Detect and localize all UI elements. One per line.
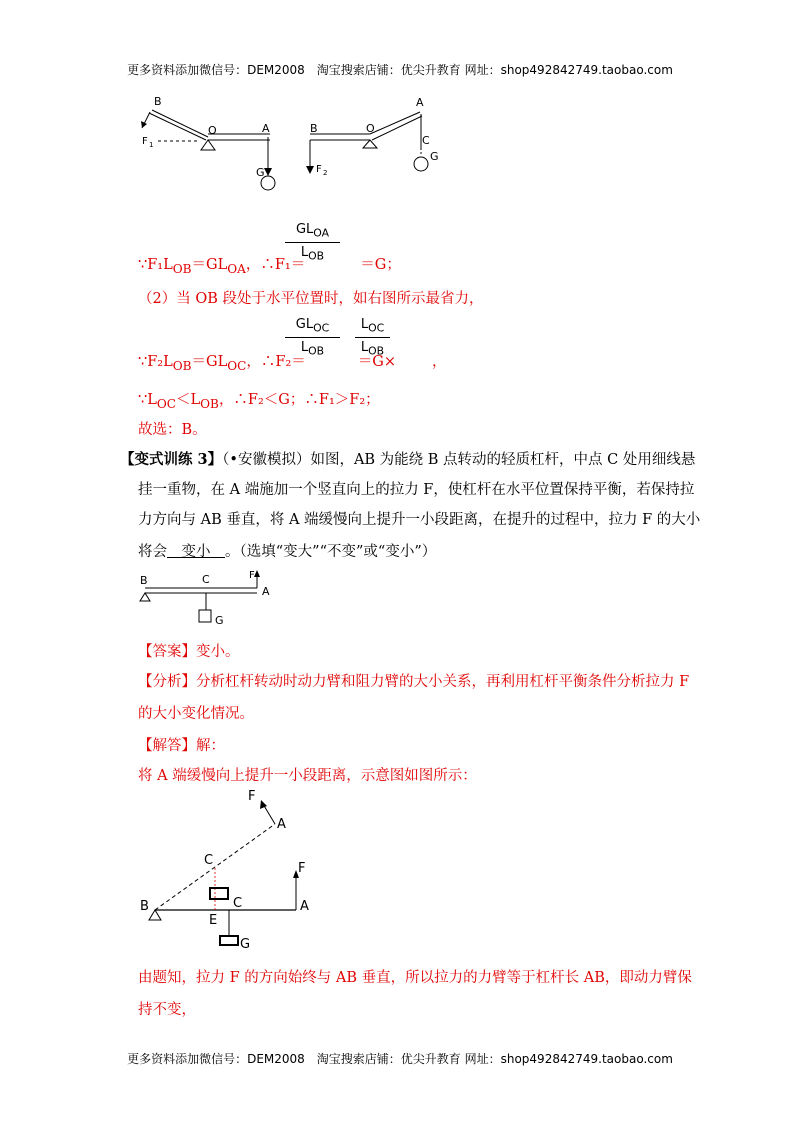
svg-text:O: O <box>208 124 217 137</box>
fraction-gloa-lob: $GL_{OA}$ $L_{OB}$ <box>285 222 340 262</box>
svg-text:C: C <box>422 134 430 147</box>
answer-choice-line: 故选：B。 <box>138 422 207 438</box>
svg-text:1: 1 <box>149 141 154 149</box>
equation-line-1: $\because F_1L_{OB}=GL_{OA}$，∴F₁＝ ＝G； <box>138 257 401 276</box>
problem-tag: 【变式训练 3】 <box>120 451 223 468</box>
svg-text:G: G <box>215 614 224 627</box>
svg-text:2: 2 <box>323 169 328 177</box>
answer-blank: 变小 <box>167 544 225 560</box>
svg-text:F: F <box>316 164 322 175</box>
svg-text:O: O <box>366 122 375 135</box>
solution-line-1: 将 A 端缓慢向上提升一小段距离，示意图如图所示： <box>138 768 477 784</box>
svg-text:B: B <box>140 574 148 587</box>
svg-text:A: A <box>277 817 286 832</box>
horizontal-lever-diagram <box>135 568 285 633</box>
problem-line-2: 挂一重物，在 A 端施加一个竖直向上的拉力 F，使杠杆在水平位置保持平衡，若保持拉 <box>138 482 695 498</box>
page-footer: 更多资料添加微信号：DEM2008 淘宝搜索店铺：优尖升教育 网址：shop492842749.taobao.com <box>127 1052 673 1066</box>
svg-text:G: G <box>256 166 265 179</box>
svg-text:B: B <box>310 122 318 135</box>
svg-text:F: F <box>249 570 255 581</box>
svg-text:B: B <box>140 899 149 914</box>
problem-line-3: 力方向与 AB 垂直，将 A 端缓慢向上提升一小段距离，在提升的过程中，拉力 F 的大小 <box>138 512 701 528</box>
svg-text:F: F <box>248 789 256 804</box>
inequality-line-4: $\because L_{OC}<L_{OB}$，∴F₂＜G；∴F₁＞F₂； <box>138 392 380 411</box>
svg-text:A: A <box>300 899 309 914</box>
conclusion-line-2: 持不变， <box>138 1002 196 1018</box>
fraction-loc-lob: $L_{OC}$ $L_{OB}$ <box>355 317 390 357</box>
problem-line-4: 将会 变小 。（选填“变大”“不变”或“变小”） <box>138 544 437 560</box>
equation-line-3: $\because F_2L_{OB}=GL_{OC}$，∴F₂＝ ＝G× ， <box>138 354 447 373</box>
svg-text:F: F <box>142 136 148 147</box>
answer-line: 【答案】变小。 <box>138 644 240 660</box>
lever-rotation-diagram <box>138 782 338 962</box>
svg-text:G: G <box>240 937 251 952</box>
analysis-line-2: 的大小变化情况。 <box>138 706 254 722</box>
solution-heading: 【解答】解： <box>138 738 225 754</box>
svg-text:A: A <box>262 585 270 598</box>
svg-text:A: A <box>262 122 270 135</box>
explanation-line-2: （2）当 OB 段处于水平位置时，如右图所示最省力， <box>138 291 484 307</box>
problem-line-1: 【变式训练 3】（•安徽模拟）如图，AB 为能绕 B 点转动的轻质杠杆，中点 C 处用细线悬 <box>120 451 696 468</box>
left-lever-diagram <box>141 95 275 190</box>
svg-text:G: G <box>430 150 439 163</box>
right-lever-diagram <box>306 96 439 177</box>
svg-text:E: E <box>209 913 218 928</box>
lever-figure-pair <box>130 90 460 200</box>
conclusion-line-1: 由题知，拉力 F 的方向始终与 AB 垂直，所以拉力的力臂等于杠杆长 AB，即动力臂保 <box>138 970 692 986</box>
svg-text:A: A <box>416 96 424 109</box>
fraction-gloc-lob: $GL_{OC}$ $L_{OB}$ <box>285 317 340 357</box>
svg-text:C: C <box>202 573 210 586</box>
svg-text:C: C <box>233 896 243 911</box>
svg-text:C: C <box>204 853 214 868</box>
label-B: B <box>154 95 162 108</box>
page-header: 更多资料添加微信号：DEM2008 淘宝搜索店铺：优尖升教育 网址：shop492842749.taobao.com <box>127 63 673 77</box>
svg-text:F: F <box>298 861 306 876</box>
analysis-line-1: 【分析】分析杠杆转动时动力臂和阻力臂的大小关系，再利用杠杆平衡条件分析拉力 F <box>138 674 690 690</box>
